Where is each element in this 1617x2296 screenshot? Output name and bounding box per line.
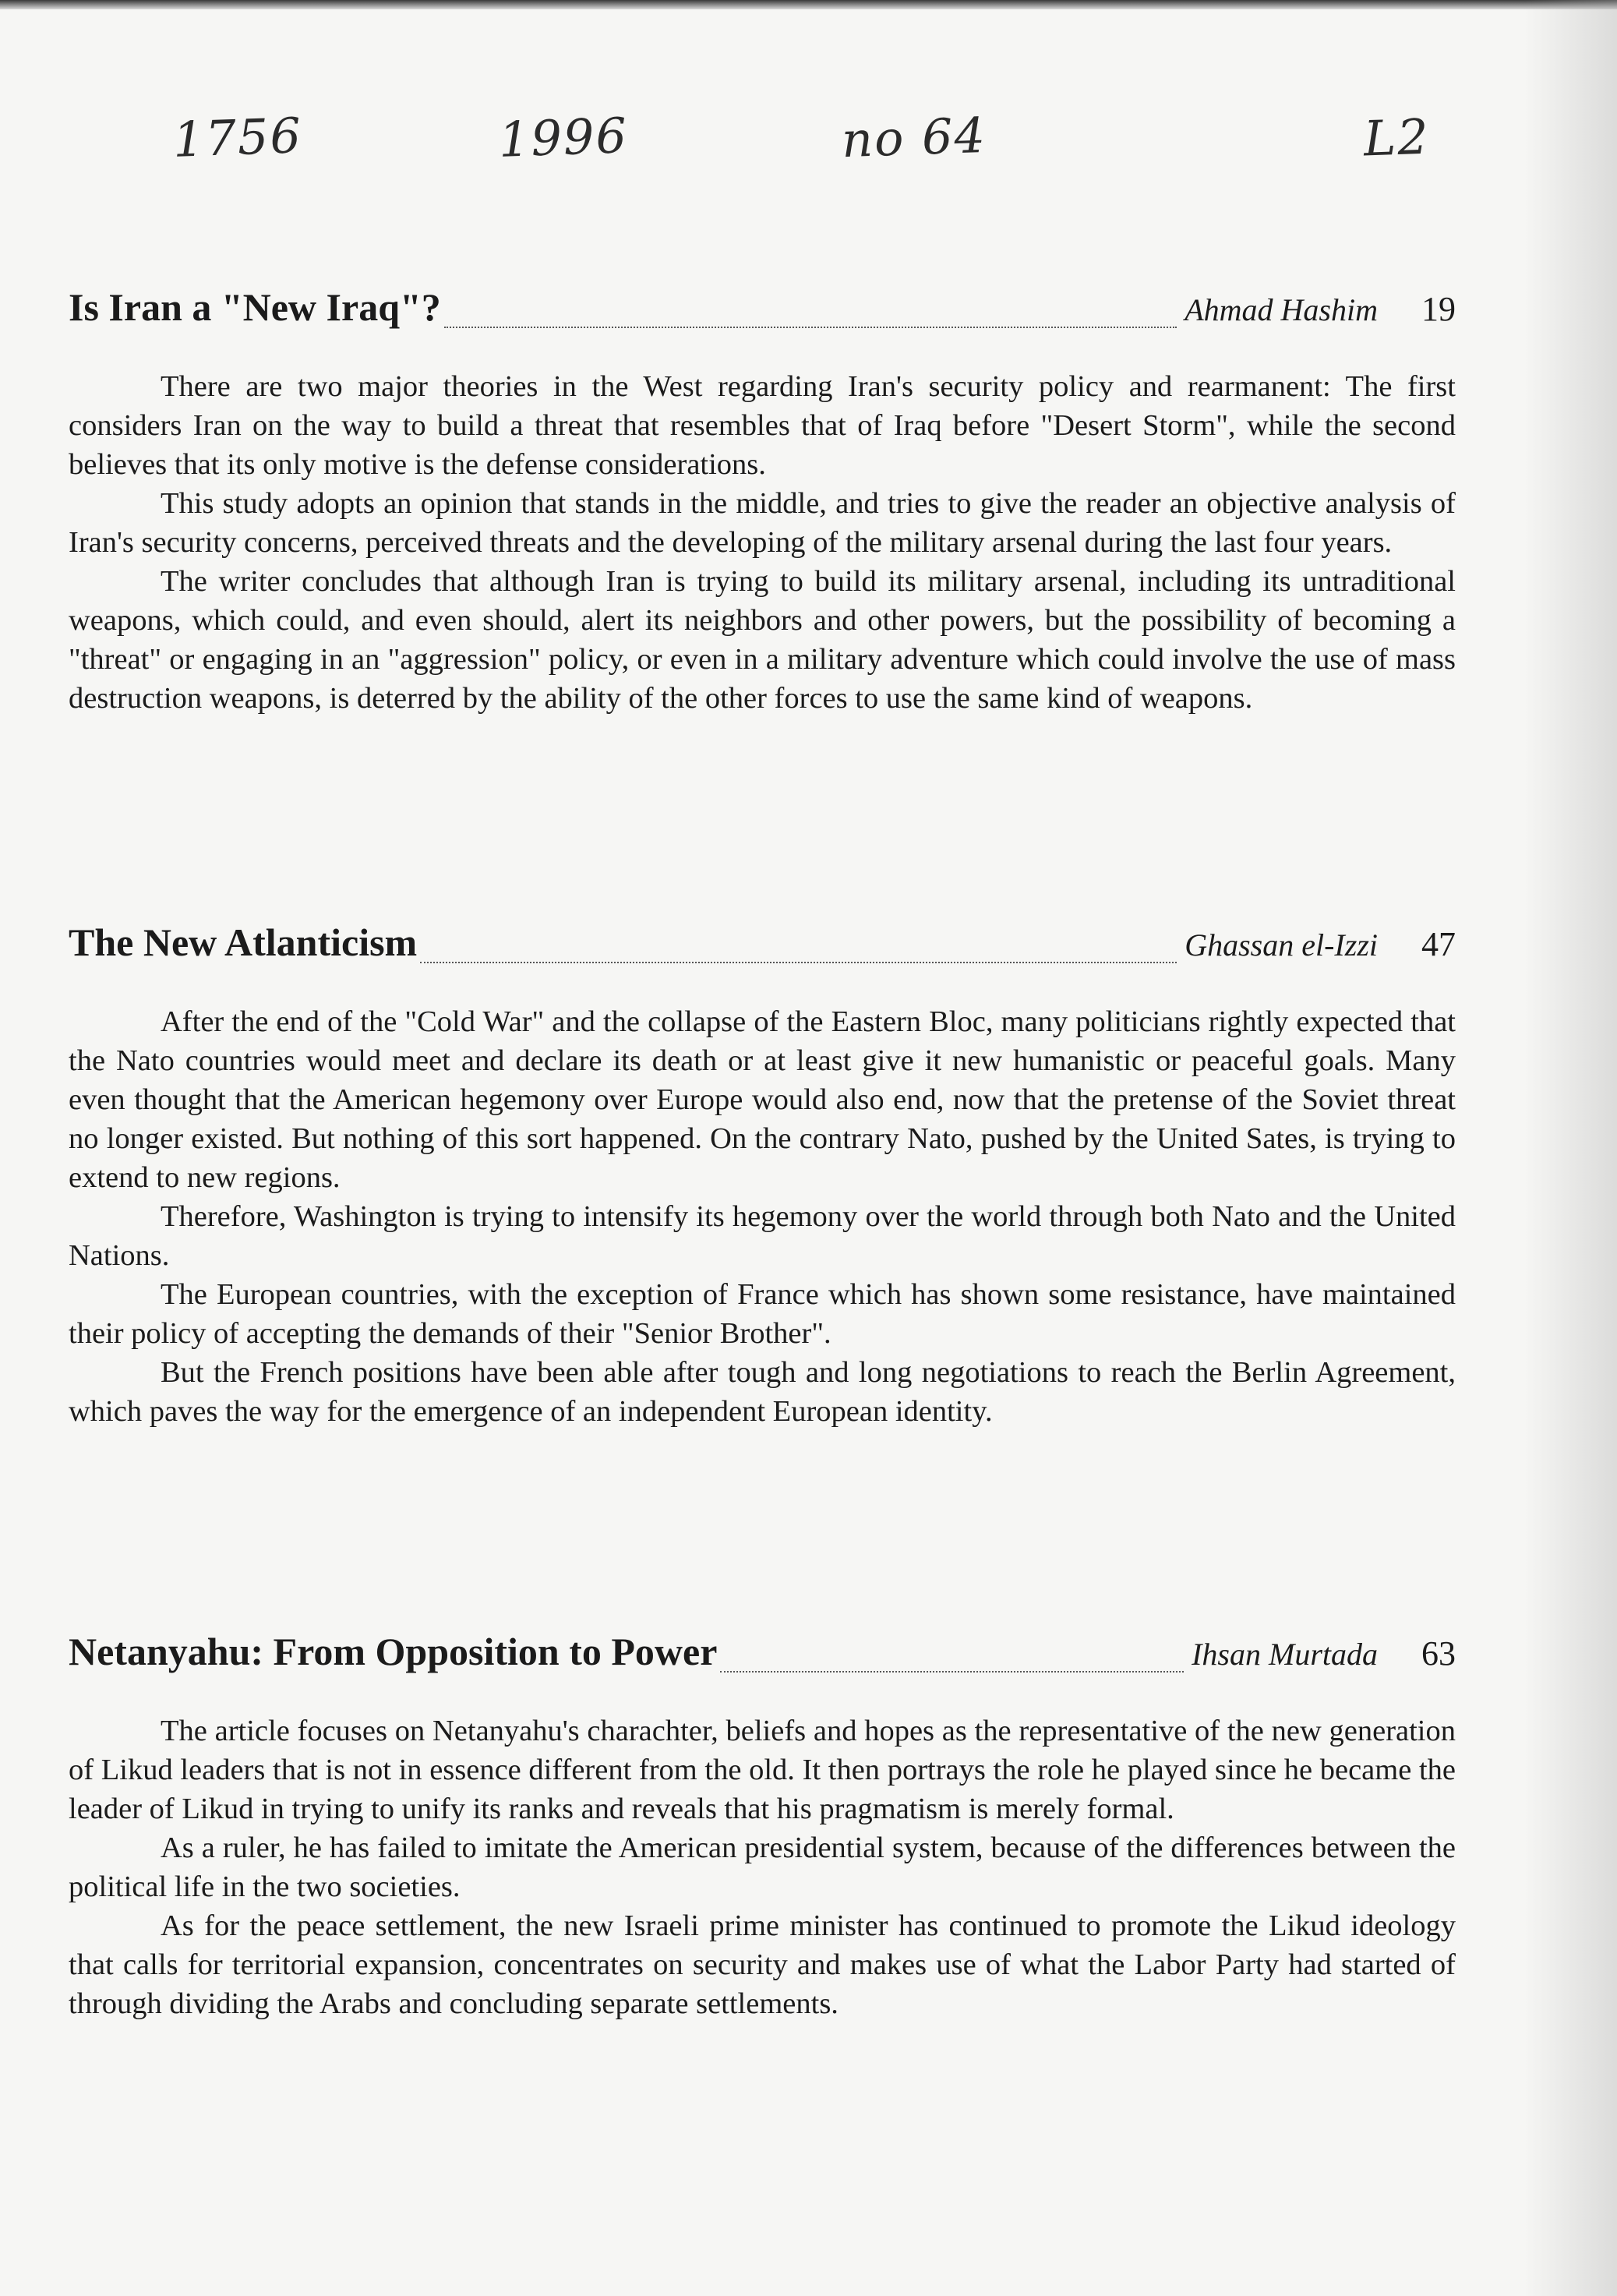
scan-edge-right xyxy=(1523,0,1617,2296)
article-title: Netanyahu: From Opposition to Power xyxy=(69,1630,718,1673)
article-body xyxy=(69,367,1456,718)
article-author: Ahmad Hashim xyxy=(1185,292,1378,327)
article-paragraph: As a ruler, he has failed to imitate the American presidential system, because of the differences between the political life in the two societies. xyxy=(69,1832,1456,1903)
article-title: Is Iran a "New Iraq"? xyxy=(69,285,441,329)
dot-leader xyxy=(420,962,1177,963)
article-paragraph: There are two major theories in the West regarding Iran's security policy and rearmanent: The first considers Iran on the way to build a threat that resembles that of Iraq before "Desert Storm", while the second believes that its only motive is the defense considerations. xyxy=(69,370,1456,481)
article-page-number: 47 xyxy=(1421,925,1456,963)
handwritten-annotations xyxy=(0,0,1617,203)
article-heading xyxy=(69,1629,1456,1683)
article-paragraph: But the French positions have been able after tough and long negotiations to reach the Berlin Agreement, which paves the way for the emergence of an independent European identity. xyxy=(69,1356,1456,1428)
article-author: Ihsan Murtada xyxy=(1192,1637,1378,1672)
article-paragraph: This study adopts an opinion that stands in the middle, and tries to give the reader an objective analysis of Iran's security concerns, perceived threats and the developing of the military arsenal during the last four years. xyxy=(69,487,1456,559)
dot-leader xyxy=(720,1671,1184,1673)
article-paragraph: After the end of the "Cold War" and the collapse of the Eastern Bloc, many politicians rightly expected that the Nato countries would meet and declare its death or at least give it new humanistic or peaceful goals. Many even thought that the American hegemony over Europe would also end, now that the pretense of the Soviet threat no longer existed. But nothing of this sort happened. On the contrary Nato, pushed by the United Sates, is trying to extend to new regions. xyxy=(69,1005,1456,1194)
article-paragraph: The European countries, with the exception of France which has shown some resistance, have maintained their policy of accepting the demands of their "Senior Brother". xyxy=(69,1278,1456,1350)
article-title: The New Atlanticism xyxy=(69,920,418,964)
article-paragraph: The article focuses on Netanyahu's charachter, beliefs and hopes as the representative of the new generation of Likud leaders that is not in essence different from the old. It then portrays the role he played since he became the leader of Likud in trying to unify its ranks and reveals that his pragmatism is merely formal. xyxy=(69,1715,1456,1825)
dot-leader xyxy=(444,327,1177,328)
article-netanyahu xyxy=(69,1629,1456,2023)
article-new-atlanticism xyxy=(69,920,1456,1431)
article-paragraph: The writer concludes that although Iran is trying to build its military arsenal, including its untraditional weapons, which could, and even should, alert its neighbors and other powers, but the possibility of becoming a "threat" or engaging in an "aggression" policy, or even in a military adventure which could involve the use of mass destruction weapons, is deterred by the ability of the other forces to use the same kind of weapons. xyxy=(69,565,1456,715)
handwritten-note: 1996 xyxy=(497,107,630,168)
article-heading xyxy=(69,284,1456,339)
article-page-number: 63 xyxy=(1421,1634,1456,1673)
article-body xyxy=(69,1711,1456,2023)
article-iran-new-iraq xyxy=(69,284,1456,718)
article-body xyxy=(69,1002,1456,1431)
handwritten-note: no 64 xyxy=(840,106,988,169)
article-author: Ghassan el-Izzi xyxy=(1185,927,1378,963)
article-page-number: 19 xyxy=(1421,290,1456,328)
article-heading xyxy=(69,920,1456,974)
article-paragraph: Therefore, Washington is trying to intensify its hegemony over the world through both Nato and the United Nations. xyxy=(69,1200,1456,1272)
handwritten-note: 1756 xyxy=(171,107,304,168)
handwritten-note: L2 xyxy=(1362,108,1431,168)
article-paragraph: As for the peace settlement, the new Israeli prime minister has continued to promote the Likud ideology that calls for territorial expansion, concentrates on security and makes use of what the Labor Party had started of through dividing the Arabs and concluding separate settlements. xyxy=(69,1909,1456,2020)
